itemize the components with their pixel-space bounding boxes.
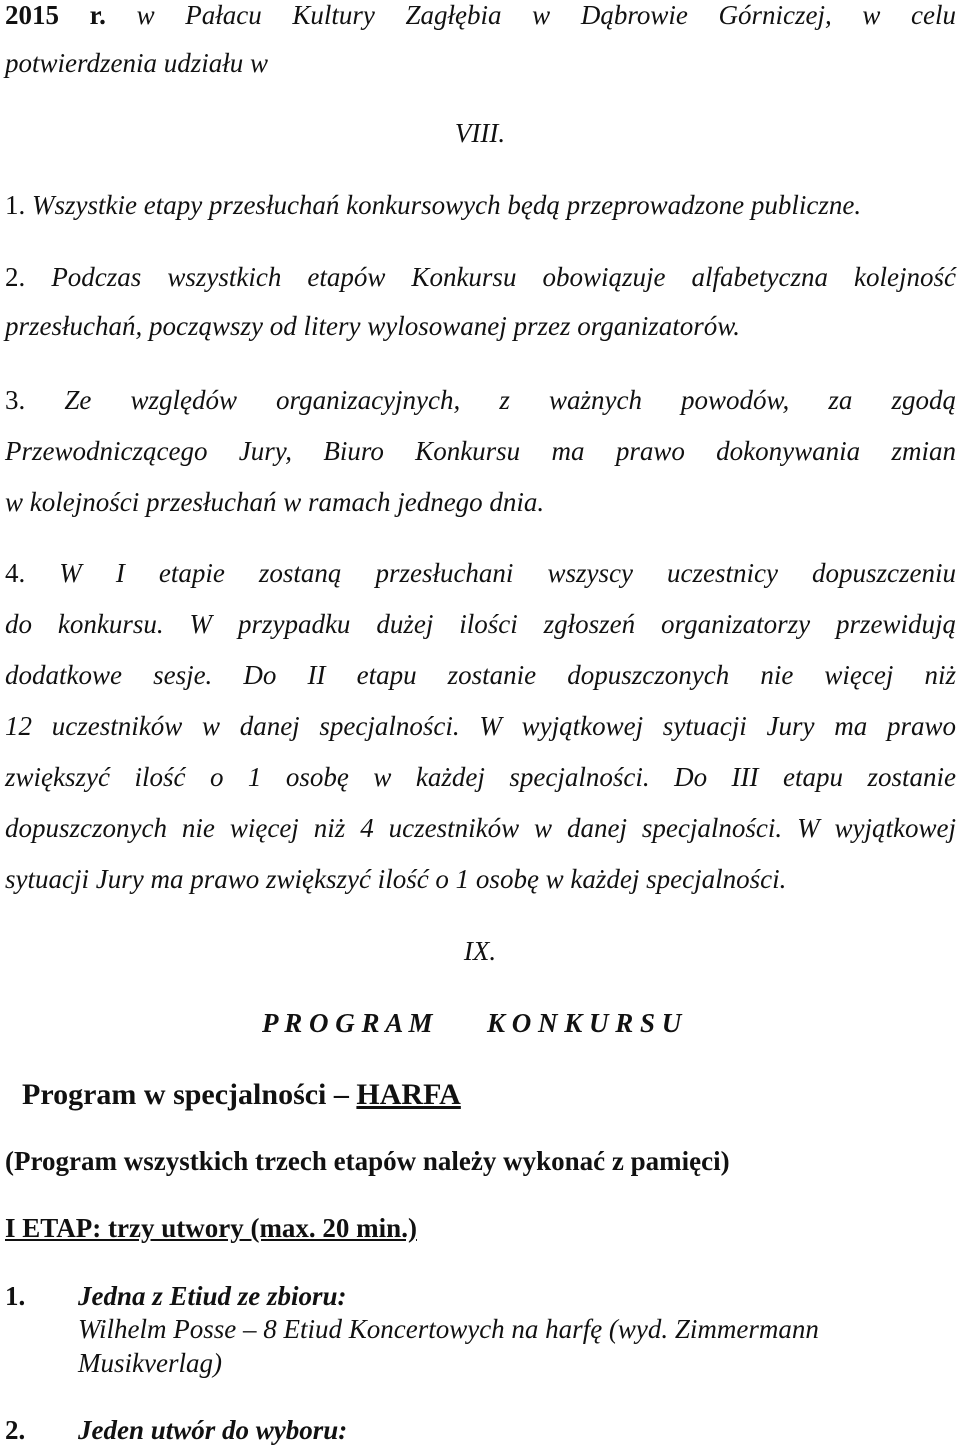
viii-item-1 [5, 190, 861, 221]
viii-item-4-line-5: zwiększyć ilość o 1 osobę w każdej specjalności. Do III etapu zostanie [5, 762, 956, 792]
program-title-part-1: P R O G R A M [262, 1008, 433, 1038]
viii-item-4-number: 4. [5, 558, 26, 588]
program-specialty-heading [22, 1078, 461, 1112]
viii-item-2-line-2: przesłuchań, począwszy od litery wylosowanej przez organizatorów. [5, 311, 740, 341]
program-item-1-title: Jedna z Etiud ze zbioru: [78, 1281, 347, 1311]
program-specialty-name: HARFA [356, 1078, 461, 1111]
section-ix-heading: IX. [463, 936, 497, 966]
program-specialty-dash: – [333, 1078, 349, 1111]
viii-item-3-line-3: w kolejności przesłuchań w ramach jednego dnia. [5, 487, 545, 517]
program-specialty-label: Program w specjalności [22, 1078, 327, 1111]
program-item-1-line-1: Wilhelm Posse – 8 Etiud Koncertowych na harfę (wyd. Zimmermann [78, 1314, 819, 1344]
program-item-2-number: 2. [5, 1415, 26, 1445]
intro-line-1 [5, 0, 956, 31]
viii-item-3-line-1 [5, 385, 956, 416]
intro-line-2: potwierdzenia udziału w [5, 48, 269, 78]
viii-item-2-line-1 [5, 262, 956, 293]
viii-item-4-text-1: W I etapie zostaną przesłuchani wszyscy uczestnicy dopuszczeniu [59, 558, 956, 588]
viii-item-4-line-4: 12 uczestników w danej specjalności. W wyjątkowej sytuacji Jury ma prawo [5, 711, 956, 741]
viii-item-4-line-3: dodatkowe sesje. Do II etapu zostanie dopuszczonych nie więcej niż [5, 660, 956, 690]
viii-item-4-line-7: sytuacji Jury ma prawo zwiększyć ilość o 1 osobę w każdej specjalności. [5, 864, 787, 894]
program-item-1-number: 1. [5, 1281, 26, 1311]
viii-item-3-text-1: Ze względów organizacyjnych, z ważnych powodów, za zgodą [64, 385, 957, 415]
section-viii-heading: VIII. [454, 118, 506, 148]
viii-item-2-text-1: Podczas wszystkich etapów Konkursu obowiązuje alfabetyczna kolejność [51, 262, 957, 292]
viii-item-4-line-2: do konkursu. W przypadku dużej ilości zgłoszeń organizatorzy przewidują [5, 609, 956, 639]
intro-place: w Pałacu Kultury Zagłębia w Dąbrowie Górniczej, [136, 0, 832, 30]
program-title-part-2: K O N K U R S U [487, 1008, 682, 1038]
viii-item-2-number: 2. [5, 262, 26, 292]
viii-item-4-line-6: dopuszczonych nie więcej niż 4 uczestników w danej specjalności. W wyjątkowej [5, 813, 956, 843]
viii-item-1-text: Wszystkie etapy przesłuchań konkursowych będą przeprowadzone publiczne. [32, 190, 862, 220]
intro-purpose-start: w celu [862, 0, 957, 30]
viii-item-1-number: 1. [5, 190, 26, 220]
intro-year: 2015 r. [5, 0, 106, 30]
program-item-2-title: Jeden utwór do wyboru: [78, 1415, 348, 1445]
viii-item-4-line-1 [5, 558, 956, 589]
viii-item-3-number: 3. [5, 385, 26, 415]
program-item-1-line-2: Musikverlag) [78, 1348, 222, 1378]
memory-note: (Program wszystkich trzech etapów należy wykonać z pamięci) [5, 1146, 730, 1176]
stage-1-heading: I ETAP: trzy utwory (max. 20 min.) [5, 1213, 417, 1243]
viii-item-3-line-2: Przewodniczącego Jury, Biuro Konkursu ma prawo dokonywania zmian [5, 436, 956, 466]
